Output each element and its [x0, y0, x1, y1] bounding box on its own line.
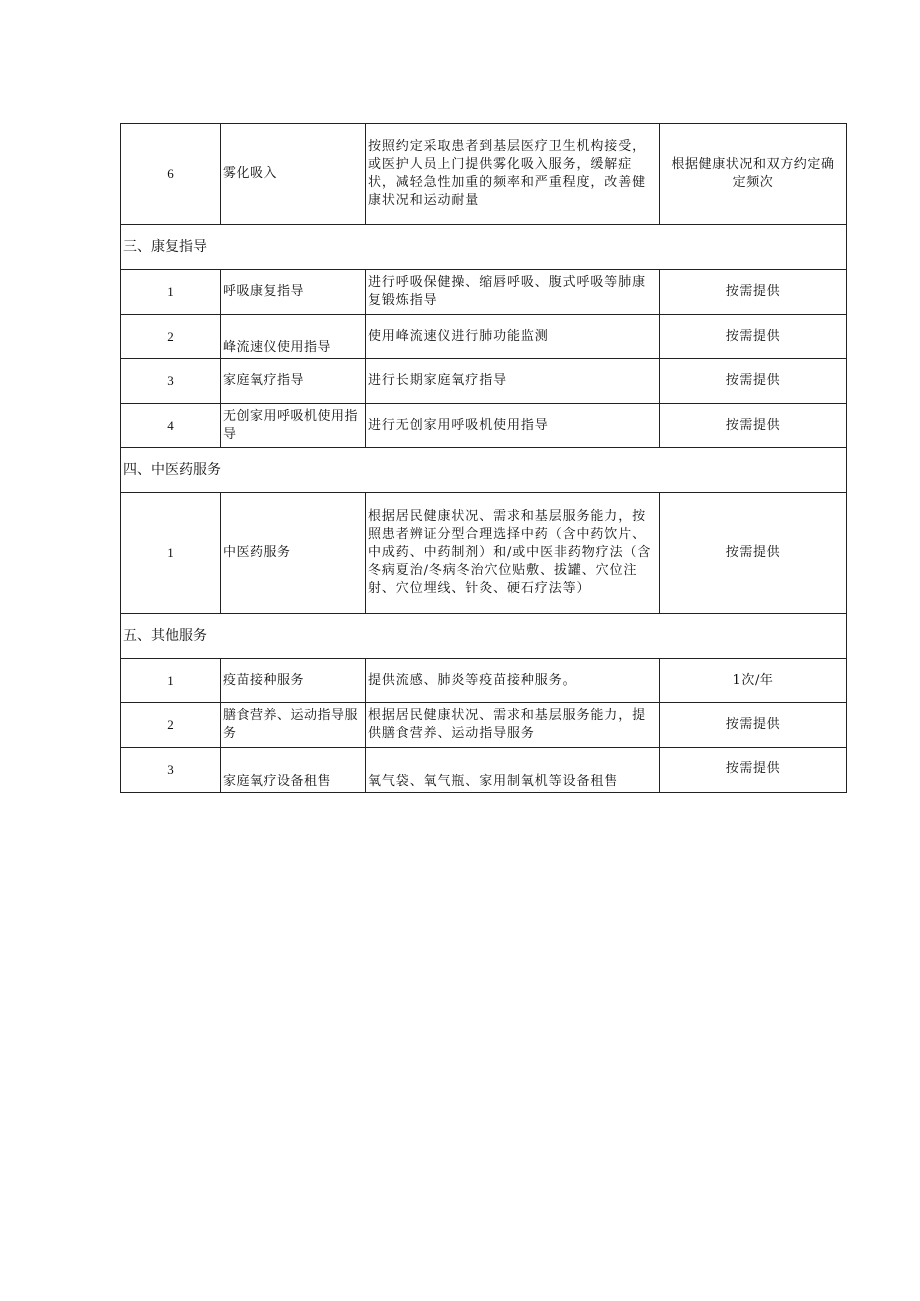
section-header-other — [121, 614, 847, 659]
service-name: 峰流速仪使用指导 — [221, 315, 366, 359]
service-frequency: 1次/年 — [660, 659, 847, 703]
row-number: 2 — [121, 315, 221, 359]
section-title: 三、康复指导 — [121, 225, 847, 270]
row-number: 1 — [121, 493, 221, 614]
service-name: 中医药服务 — [221, 493, 366, 614]
service-description: 根据居民健康状况、需求和基层服务能力，按照患者辨证分型合理选择中药（含中药饮片、中成药、中药制剂）和/或中医非药物疗法（含冬病夏治/冬病冬治穴位贴敷、拔罐、穴位注射、穴位埋线、针灸、硬石疗法等） — [366, 493, 660, 614]
service-name: 呼吸康复指导 — [221, 270, 366, 315]
section-title: 四、中医药服务 — [121, 448, 847, 493]
row-number: 1 — [121, 270, 221, 315]
service-table — [120, 123, 847, 793]
service-name: 家庭氧疗设备租售 — [221, 748, 366, 793]
table-row — [121, 124, 847, 225]
table-row — [121, 404, 847, 448]
table-row — [121, 748, 847, 793]
row-number: 3 — [121, 748, 221, 793]
table-row — [121, 703, 847, 748]
row-number: 3 — [121, 359, 221, 404]
service-description: 提供流感、肺炎等疫苗接种服务。 — [366, 659, 660, 703]
service-frequency: 按需提供 — [660, 315, 847, 359]
service-frequency: 按需提供 — [660, 404, 847, 448]
service-frequency: 按需提供 — [660, 493, 847, 614]
service-frequency: 按需提供 — [660, 703, 847, 748]
table-row — [121, 315, 847, 359]
service-description: 按照约定采取患者到基层医疗卫生机构接受，或医护人员上门提供雾化吸入服务，缓解症状，减轻急性加重的频率和严重程度，改善健康状况和运动耐量 — [366, 124, 660, 225]
section-title: 五、其他服务 — [121, 614, 847, 659]
row-number: 4 — [121, 404, 221, 448]
table-row — [121, 659, 847, 703]
service-description: 使用峰流速仪进行肺功能监测 — [366, 315, 660, 359]
service-frequency: 按需提供 — [660, 748, 847, 793]
service-description: 进行无创家用呼吸机使用指导 — [366, 404, 660, 448]
service-frequency: 根据健康状况和双方约定确定频次 — [660, 124, 847, 225]
table-row — [121, 270, 847, 315]
row-number: 6 — [121, 124, 221, 225]
service-description: 进行呼吸保健操、缩唇呼吸、腹式呼吸等肺康复锻炼指导 — [366, 270, 660, 315]
table-row — [121, 493, 847, 614]
section-header-rehab — [121, 225, 847, 270]
service-frequency: 按需提供 — [660, 270, 847, 315]
service-name: 无创家用呼吸机使用指导 — [221, 404, 366, 448]
service-name: 雾化吸入 — [221, 124, 366, 225]
service-frequency: 按需提供 — [660, 359, 847, 404]
row-number: 2 — [121, 703, 221, 748]
table-row — [121, 359, 847, 404]
service-name: 疫苗接种服务 — [221, 659, 366, 703]
service-description: 根据居民健康状况、需求和基层服务能力，提供膳食营养、运动指导服务 — [366, 703, 660, 748]
section-header-tcm — [121, 448, 847, 493]
service-description: 进行长期家庭氧疗指导 — [366, 359, 660, 404]
row-number: 1 — [121, 659, 221, 703]
service-name: 膳食营养、运动指导服务 — [221, 703, 366, 748]
service-description: 氧气袋、氧气瓶、家用制氧机等设备租售 — [366, 748, 660, 793]
service-name: 家庭氧疗指导 — [221, 359, 366, 404]
